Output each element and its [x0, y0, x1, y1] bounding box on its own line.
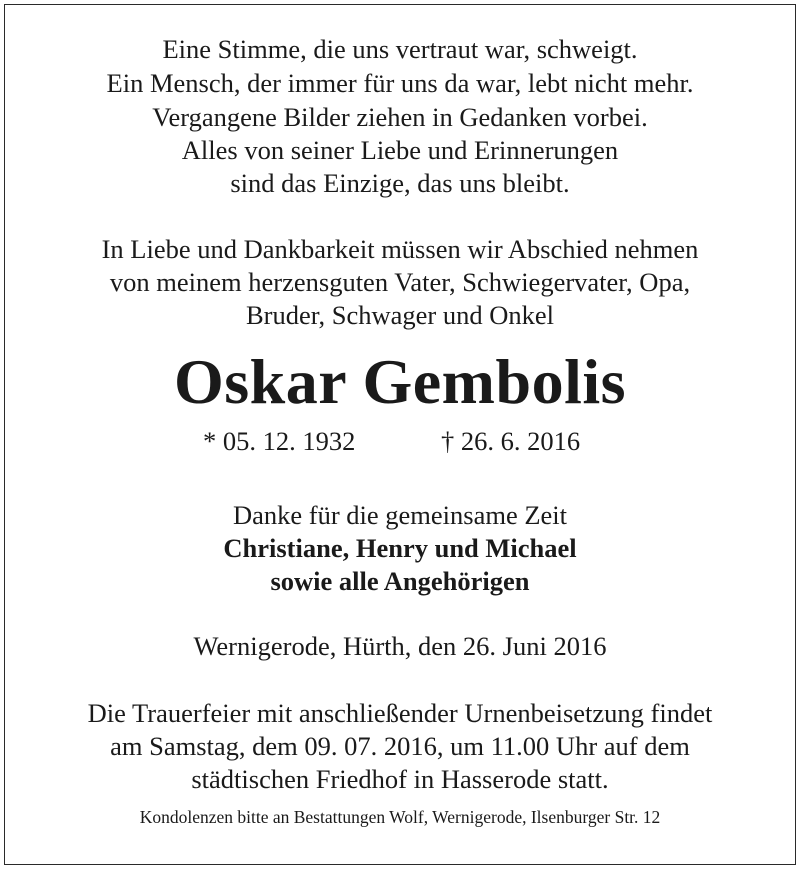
condolence-note: Kondolenzen bitte an Bestattungen Wolf, Wernigerode, Ilsenburger Str. 12 — [139, 807, 661, 827]
life-dates — [0, 428, 800, 460]
intro-line-1: In Liebe und Dankbarkeit müssen wir Abschied nehmen — [101, 234, 699, 264]
funeral-line-2: am Samstag, dem 09. 07. 2016, um 11.00 Uhr auf dem — [110, 731, 690, 761]
deceased-name: Oskar Gembolis — [173, 346, 627, 417]
intro-line-3: Bruder, Schwager und Onkel — [245, 300, 555, 330]
poem-line-1: Eine Stimme, die uns vertraut war, schweigt. — [162, 34, 638, 64]
thanks-line: Danke für die gemeinsame Zeit — [232, 500, 568, 530]
poem-line-3: Vergangene Bilder ziehen in Gedanken vorbei. — [152, 102, 648, 132]
funeral-line-3: städtischen Friedhof in Hasserode statt. — [191, 764, 609, 794]
intro-line-2: von meinem herzensguten Vater, Schwiegervater, Opa, — [109, 267, 691, 297]
birth-date: * 05. 12. 1932 — [203, 426, 356, 456]
place-date: Wernigerode, Hürth, den 26. Juni 2016 — [193, 631, 607, 661]
poem-line-4: Alles von seiner Liebe und Erinnerungen — [181, 135, 619, 165]
death-date: † 26. 6. 2016 — [441, 426, 581, 456]
family-names: Christiane, Henry und Michael — [223, 533, 577, 563]
funeral-line-1: Die Trauerfeier mit anschließender Urnenbeisetzung findet — [87, 698, 713, 728]
relatives-line: sowie alle Angehörigen — [270, 566, 530, 596]
poem-line-5: sind das Einzige, das uns bleibt. — [230, 168, 570, 198]
poem-line-2: Ein Mensch, der immer für uns da war, lebt nicht mehr. — [106, 68, 694, 98]
